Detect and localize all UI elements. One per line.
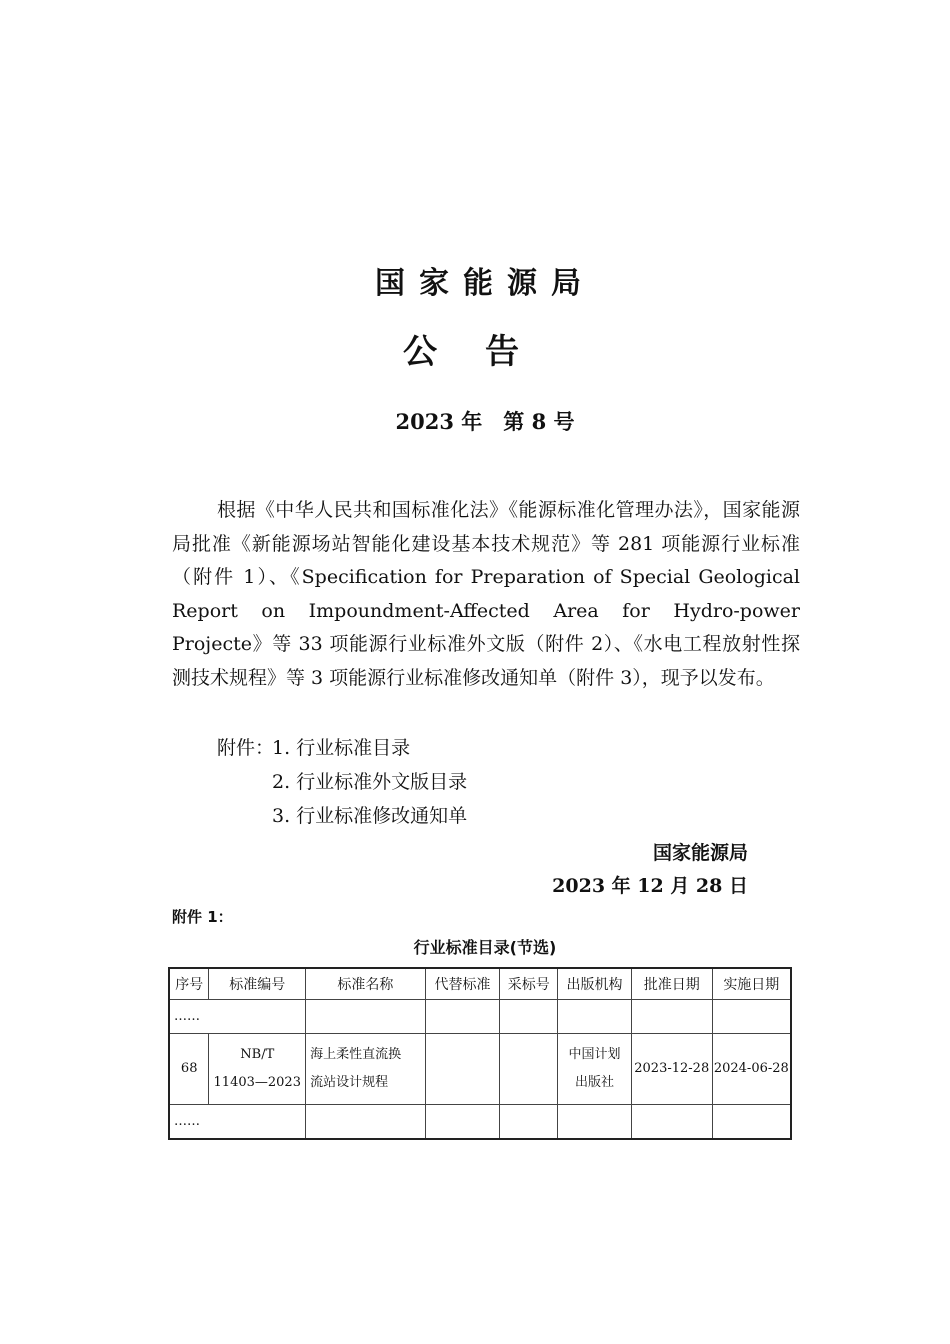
- cell-name: 海上柔性直流换 流站设计规程: [306, 1034, 426, 1105]
- announcement-paragraph: 根据《中华人民共和国标准化法》《能源标准化管理办法》，国家能源局批准《新能源场站智能化建设基本技术规范》等 281 项能源行业标准（附件 1）、《Specification for Preparation of Special Geological Report on Impoundment-Affected Area for Hydro-power Projecte》等 33 项能源行业标准外文版（附件 2）、《水电工程放射性探测技术规程》等 3 项能源行业标准修改通知单（附件 3），现予以发布。: [172, 499, 800, 689]
- ellipsis-cell: ……: [169, 1000, 306, 1034]
- appendix-label: 附件 1：: [172, 908, 233, 926]
- table-header-row: [169, 968, 791, 1000]
- org-title: 国家能源局: [375, 266, 595, 301]
- doc-type-title: 公告: [403, 332, 567, 372]
- col-seq: 序号: [169, 968, 209, 1000]
- attachments-label: 附件：: [217, 737, 275, 759]
- cell-effective: 2024-06-28: [712, 1034, 791, 1105]
- table-row: [169, 1000, 791, 1034]
- cell-adopted: [500, 1034, 558, 1105]
- table-row: [169, 1034, 791, 1105]
- col-effective: 实施日期: [712, 968, 791, 1000]
- cell-approved: 2023-12-28: [631, 1034, 712, 1105]
- col-approved: 批准日期: [631, 968, 712, 1000]
- signature-date: 2023 年 12 月 28 日: [552, 875, 748, 897]
- attachment-3: 3. 行业标准修改通知单: [272, 805, 468, 827]
- table-row: [169, 1105, 791, 1140]
- col-replaces: 代替标准: [425, 968, 500, 1000]
- col-name: 标准名称: [306, 968, 426, 1000]
- ellipsis-cell: ……: [169, 1105, 306, 1140]
- attachment-1: 1. 行业标准目录: [272, 737, 411, 759]
- col-adopted: 采标号: [500, 968, 558, 1000]
- signature-org: 国家能源局: [652, 842, 748, 864]
- col-publisher: 出版机构: [558, 968, 632, 1000]
- cell-replaces: [425, 1034, 500, 1105]
- cell-seq: 68: [169, 1034, 209, 1105]
- cell-code: NB/T 11403—2023: [209, 1034, 306, 1105]
- table-title: 行业标准目录(节选): [413, 938, 557, 957]
- standards-table: [168, 967, 792, 1140]
- attachment-2: 2. 行业标准外文版目录: [272, 771, 468, 793]
- col-code: 标准编号: [209, 968, 306, 1000]
- doc-number: 2023 年 第 8 号: [395, 409, 575, 434]
- cell-publisher: 中国计划 出版社: [558, 1034, 632, 1105]
